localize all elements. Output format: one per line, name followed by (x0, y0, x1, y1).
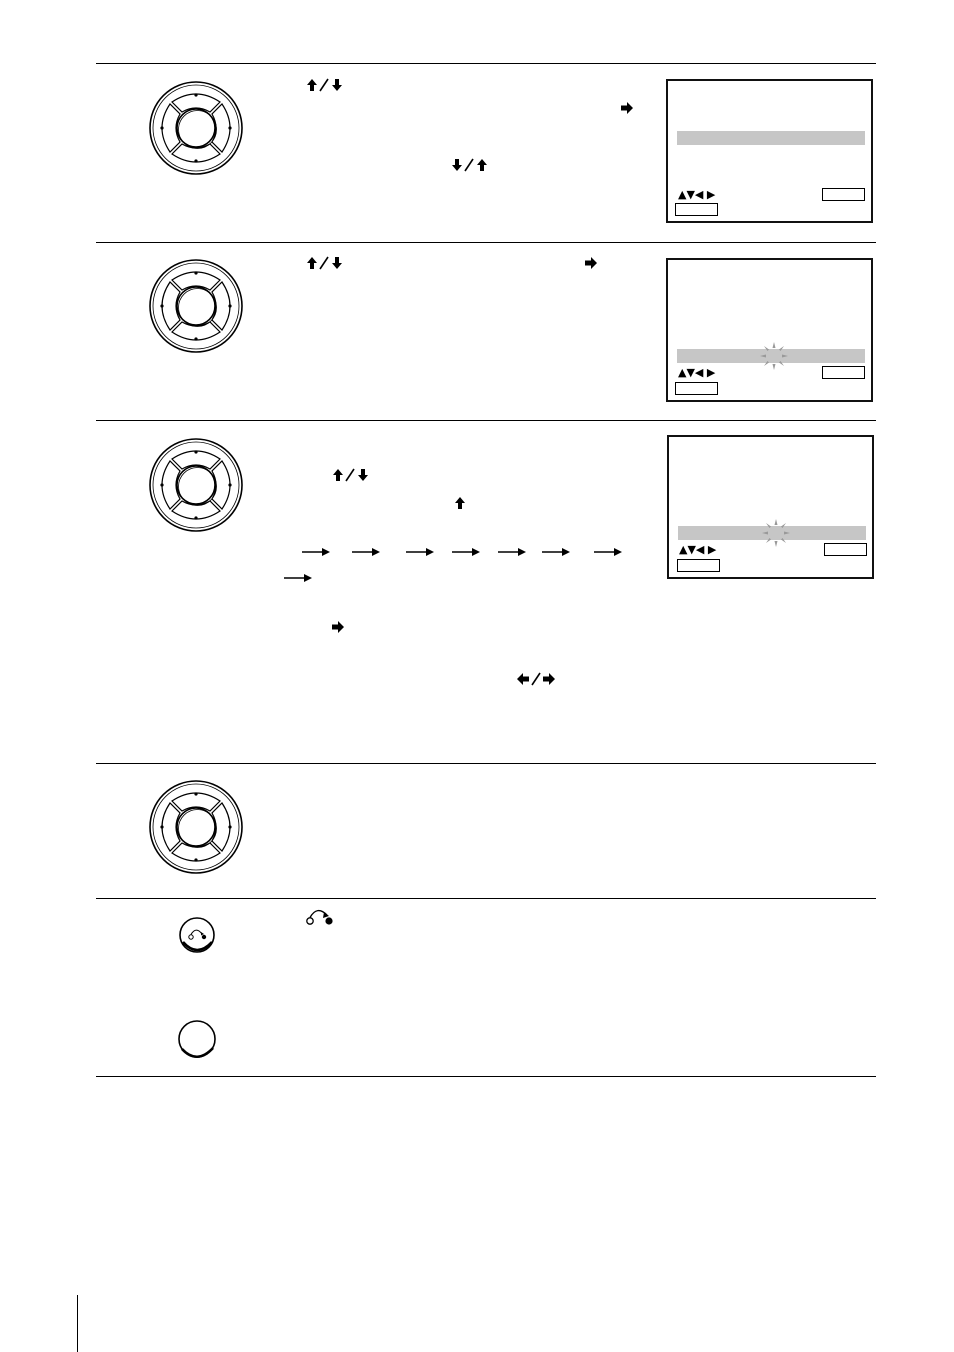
osd-button-box (677, 559, 720, 572)
nav-glyphs: ▲▼◀ ▶ (678, 366, 716, 379)
long-right-arrow-icon (352, 547, 380, 557)
blink-cursor-icon (760, 342, 788, 370)
right-arrow-icon (584, 257, 598, 269)
return-symbol-icon (305, 906, 335, 926)
osd-button-box (675, 382, 718, 395)
rule-top (96, 63, 876, 64)
joystick-pad-icon (148, 437, 244, 533)
screen-display-step-1 (666, 79, 873, 223)
up-down-arrow-icon (306, 256, 344, 270)
screen-display-step-2 (666, 258, 873, 402)
long-right-arrow-icon (302, 547, 330, 557)
osd-button-box (675, 203, 718, 216)
up-down-arrow-icon (332, 468, 370, 482)
rule-step-3 (96, 420, 876, 421)
joystick-pad-icon (148, 80, 244, 176)
long-right-arrow-icon (406, 547, 434, 557)
rule-step-5 (96, 898, 876, 899)
selection-bar (677, 131, 865, 145)
right-arrow-icon (620, 102, 634, 114)
down-up-arrow-icon (451, 158, 489, 172)
joystick-pad-icon (148, 779, 244, 875)
rule-step-2 (96, 242, 876, 243)
rule-bottom (96, 1076, 876, 1077)
page-margin-line (77, 1295, 78, 1352)
blink-cursor-icon (762, 519, 790, 547)
osd-button-box (822, 366, 865, 379)
long-right-arrow-icon (452, 547, 480, 557)
long-right-arrow-icon (498, 547, 526, 557)
long-right-arrow-icon (284, 573, 312, 583)
up-down-arrow-icon (306, 78, 344, 92)
left-right-arrow-icon (516, 672, 556, 686)
nav-glyphs: ▲▼◀ ▶ (678, 188, 716, 201)
joystick-pad-icon (148, 258, 244, 354)
osd-button-box (822, 188, 865, 201)
rule-step-4 (96, 763, 876, 764)
long-right-arrow-icon (594, 547, 622, 557)
screen-display-step-3 (667, 435, 874, 579)
right-arrow-icon (331, 621, 345, 633)
return-button-icon (176, 914, 218, 954)
nav-glyphs: ▲▼◀ ▶ (679, 543, 717, 556)
osd-button-box (824, 543, 867, 556)
round-button-icon (176, 1018, 218, 1060)
long-right-arrow-icon (542, 547, 570, 557)
up-arrow-icon (454, 496, 466, 510)
